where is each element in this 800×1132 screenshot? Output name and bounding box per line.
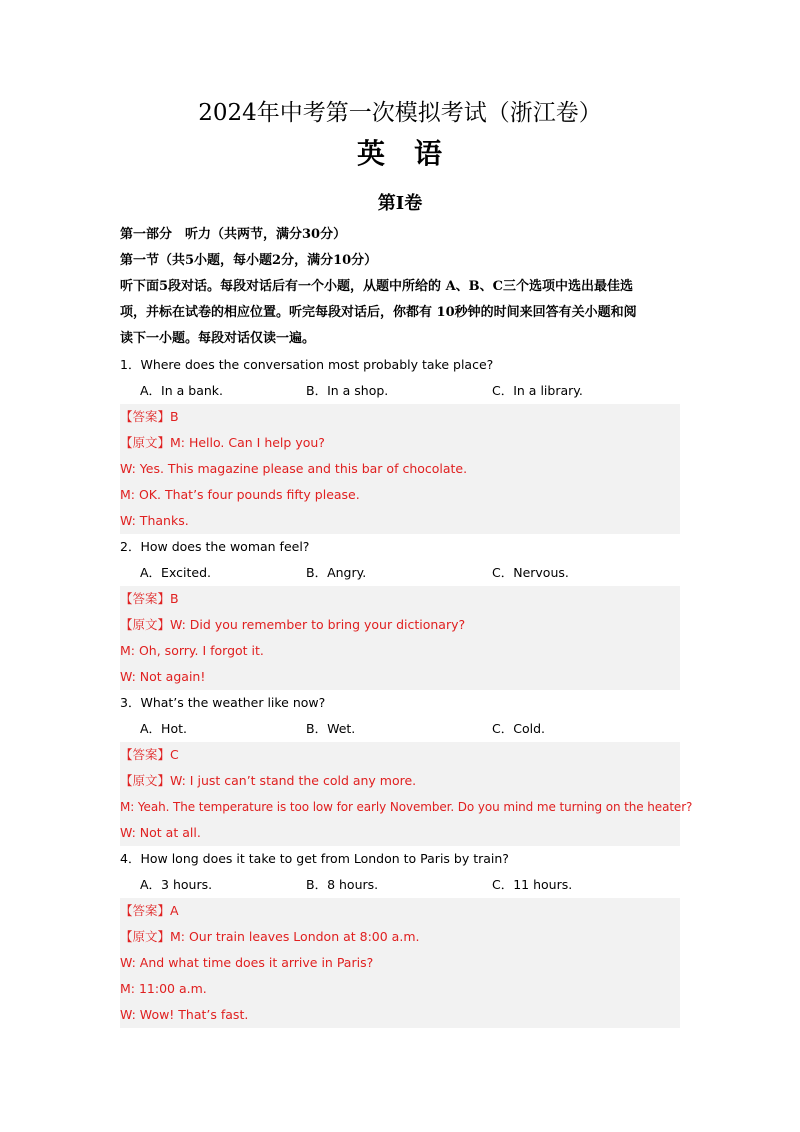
option-a: A．In a bank.	[140, 383, 223, 398]
instruction-line: 听下面5段对话。每段对话后有一个小题，从题中所给的 A、B、C三个选项中选出最佳选	[120, 279, 633, 294]
option-row	[120, 560, 680, 586]
question-stem: 3．What’s the weather like now?	[120, 695, 326, 710]
answer-line: 【答案】B	[120, 409, 179, 424]
transcript-line: M: Oh, sorry. I forgot it.	[120, 643, 264, 658]
option-c: C．11 hours.	[492, 877, 573, 892]
question-stem: 4．How long does it take to get from London to Paris by train?	[120, 851, 509, 866]
option-a: A．3 hours.	[140, 877, 213, 892]
transcript-line: M: OK. That’s four pounds fifty please.	[120, 487, 360, 502]
transcript-line: 【原文】W: Did you remember to bring your dictionary?	[120, 617, 466, 632]
option-a: A．Excited.	[140, 565, 211, 580]
transcript-line: W: Yes. This magazine please and this bar of chocolate.	[120, 461, 468, 476]
transcript-line: W: And what time does it arrive in Paris?	[120, 955, 374, 970]
answer-block	[120, 898, 680, 1028]
transcript-line: W: Not again!	[120, 669, 206, 684]
transcript-line: M: 11:00 a.m.	[120, 981, 207, 996]
answer-block	[120, 742, 693, 846]
subject-title	[0, 136, 800, 172]
part-heading: 第一部分 听力（共两节，满分30分）	[120, 227, 347, 242]
exam-title: 2024年中考第一次模拟考试（浙江卷）	[198, 100, 602, 126]
option-row	[120, 378, 680, 404]
volume-heading: 第Ⅰ卷	[377, 193, 423, 214]
option-c: C．Nervous.	[492, 565, 569, 580]
subsection-heading: 第一节（共5小题，每小题2分，满分10分）	[120, 253, 378, 268]
answer-line: 【答案】A	[120, 903, 179, 918]
instruction-line: 项，并标在试卷的相应位置。听完每段对话后，你都有 10秒钟的时间来回答有关小题和阅	[120, 305, 637, 320]
option-c: C．Cold.	[492, 721, 545, 736]
subject-char-1: 英	[356, 137, 386, 170]
answer-line: 【答案】C	[120, 747, 179, 762]
option-b: B．8 hours.	[306, 877, 379, 892]
option-a: A．Hot.	[140, 721, 187, 736]
subject-char-2: 语	[414, 137, 444, 170]
transcript-line: 【原文】W: I just can’t stand the cold any more.	[120, 773, 417, 788]
option-c: C．In a library.	[492, 383, 583, 398]
exam-content	[120, 222, 693, 1028]
transcript-line: W: Not at all.	[120, 825, 201, 840]
transcript-line: 【原文】M: Our train leaves London at 8:00 a.m.	[120, 929, 420, 944]
question-stem: 1．Where does the conversation most probably take place?	[120, 357, 494, 372]
instruction-line: 读下一小题。每段对话仅读一遍。	[120, 331, 316, 346]
answer-block	[120, 404, 680, 534]
answer-line: 【答案】B	[120, 591, 179, 606]
transcript-line: W: Thanks.	[120, 513, 189, 528]
transcript-line: M: Yeah. The temperature is too low for early November. Do you mind me turning on the heater?	[120, 800, 693, 814]
transcript-line: 【原文】M: Hello. Can I help you?	[120, 435, 325, 450]
option-row	[120, 872, 680, 898]
option-b: B．Wet.	[306, 721, 356, 736]
option-row	[120, 716, 680, 742]
answer-block	[120, 586, 680, 690]
question-stem: 2．How does the woman feel?	[120, 539, 310, 554]
option-b: B．Angry.	[306, 565, 367, 580]
transcript-line: W: Wow! That’s fast.	[120, 1007, 249, 1022]
option-b: B．In a shop.	[306, 383, 389, 398]
